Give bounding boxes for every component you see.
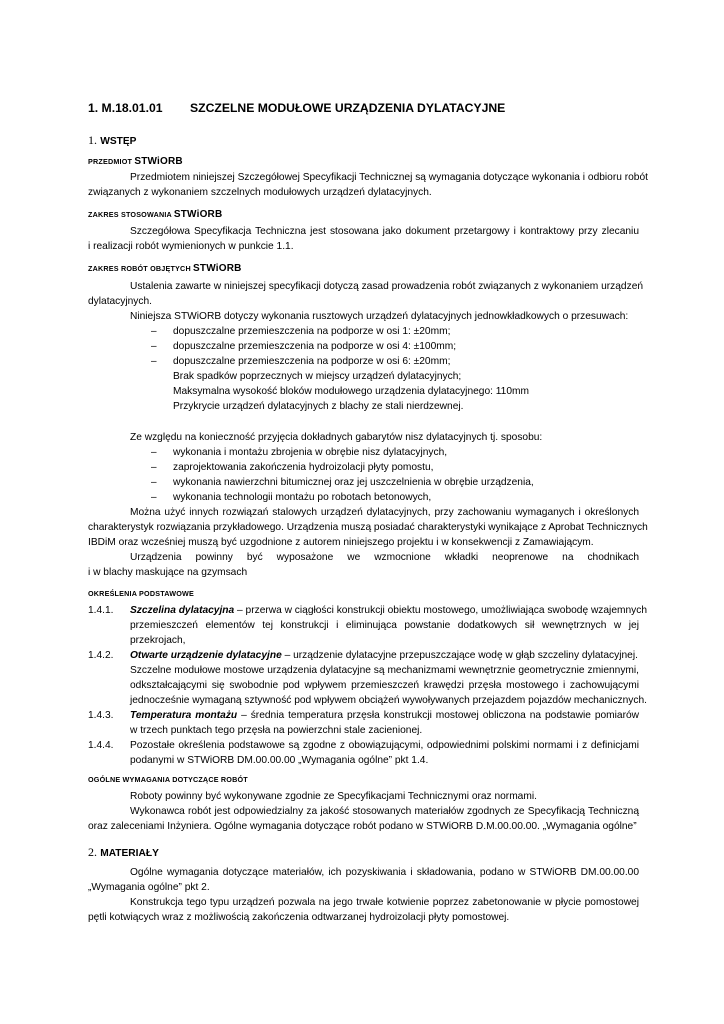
- list-note: Brak spadków poprzecznych w miejscy urządzeń dylatacyjnych;: [173, 371, 462, 382]
- paragraph-line: Roboty powinny być wykonywane zgodnie ze Specyfikacjami Technicznymi oraz normami.: [130, 791, 537, 802]
- subsection-1-3-heading: ZAKRES ROBÓT OBJĘTYCH STWiORB: [88, 263, 242, 274]
- list-item: dopuszczalne przemieszczenia na podporze w osi 1: ±20mm;: [173, 326, 451, 337]
- definition-line: przekrojach,: [130, 635, 186, 646]
- paragraph-line: IBDiM oraz wcześniej muszą być uzgodnione z autorem niniejszego projektu i w konsekwencji z Zamawiającym.: [88, 537, 594, 548]
- paragraph-line: związanych z wykonaniem szczelnych modułowych urządzeń dylatacyjnych.: [88, 187, 432, 198]
- list-item: wykonania nawierzchni bitumicznej oraz jej uszczelnienia w obrębie urządzenia,: [173, 477, 534, 488]
- doc-title: SZCZELNE MODUŁOWE URZĄDZENIA DYLATACYJNE: [190, 101, 506, 115]
- list-item: dopuszczalne przemieszczenia na podporze w osi 4: ±100mm;: [173, 341, 457, 352]
- subsection-1-4-heading: OKREŚLENIA PODSTAWOWE: [88, 589, 195, 598]
- paragraph-line: i w blachy maskujące na gzymsach: [88, 567, 248, 578]
- list-dash: –: [151, 477, 157, 488]
- definition-line: Otwarte urządzenie dylatacyjne – urządzenie dylatacyjne przepuszczające wodę w głąb szczeliny dylatacyjnej.: [130, 650, 638, 661]
- paragraph-line: dylatacyjnych.: [88, 296, 152, 307]
- definition-line: jednocześnie wymaganą sztywność pod wpływem obciążeń wywoływanych przejazdem pojazdów mechanicznych.: [130, 695, 647, 706]
- definition-line: Pozostałe określenia podstawowe są zgodne z obowiązującymi, odpowiednimi polskimi normami i z definicjami: [130, 740, 639, 751]
- list-dash: –: [151, 447, 157, 458]
- paragraph-line: Ustalenia zawarte w niniejszej specyfikacji dotyczą zasad prowadzenia robót związanych z wykonaniem urządzeń: [130, 281, 644, 292]
- definition-line: podanymi w STWiORB DM.00.00.00 „Wymagania ogólne” pkt 1.4.: [130, 755, 429, 766]
- paragraph-line: Można użyć innych rozwiązań stalowych urządzeń dylatacyjnych, przy zachowaniu wymaganych i określonych: [130, 507, 639, 518]
- definition-line: Szczelina dylatacyjna – przerwa w ciągłości konstrukcji obiektu mostowego, umożliwiająca swobodę wzajemnych: [130, 605, 647, 616]
- definition-number: 1.4.1.: [88, 605, 114, 616]
- definition-line: odkształcającymi się swobodnie pod wpływem przemieszczeń krawędzi przęsła mostowego i zachowującymi: [130, 680, 639, 691]
- paragraph-line: i realizacji robót wymienionych w punkcie 1.1.: [88, 241, 294, 252]
- list-note: Maksymalna wysokość bloków modułowego urządzenia dylatacyjnego: 110mm: [173, 386, 529, 397]
- list-dash: –: [151, 341, 157, 352]
- definition-line: przemieszczeń elementów tej konstrukcji i eliminująca powstanie dodatkowych sił wewnętrznych w jej: [130, 620, 639, 631]
- paragraph-line: Konstrukcja tego typu urządzeń pozwala na jego trwałe kotwienie poprzez zabetonowanie w płycie pomostowej: [130, 897, 639, 908]
- list-item: wykonania i montażu zbrojenia w obrębie nisz dylatacyjnych,: [173, 447, 448, 458]
- section-2-heading: 2. MATERIAŁY: [88, 845, 159, 859]
- paragraph-line: pętli kotwiących wraz z możliwością zakończenia odtwarzanej hydroizolacji płyty pomostowej.: [88, 912, 510, 923]
- paragraph-line: Przedmiotem niniejszej Szczegółowej Specyfikacji Technicznej są wymagania dotyczące wykonania i odbioru robót: [130, 172, 648, 183]
- list-item: dopuszczalne przemieszczenia na podporze w osi 6: ±20mm;: [173, 356, 451, 367]
- definition-line: w trzech punktach tego przęsła na powierzchni stale zacienionej.: [130, 725, 423, 736]
- definition-number: 1.4.4.: [88, 740, 114, 751]
- paragraph-line: Szczegółowa Specyfikacja Techniczna jest stosowana jako dokument przetargowy i kontraktowy przy zlecaniu: [130, 226, 639, 237]
- paragraph-line: Urządzenia powinny być wyposażone we wzmocnione wkładki neoprenowe na chodnikach: [130, 552, 639, 563]
- paragraph-line: Ogólne wymagania dotyczące materiałów, ich pozyskiwania i składowania, podano w STWiORB DM.00.00.00: [130, 867, 639, 878]
- paragraph-line: charakterystyk rozwiązania przykładowego. Urządzenia muszą posiadać charakterystyki wynikające z Aprobat Technicznych: [88, 522, 648, 533]
- definition-term: Otwarte urządzenie dylatacyjne: [130, 650, 282, 661]
- definition-number: 1.4.3.: [88, 710, 114, 721]
- definition-line: Temperatura montażu – średnia temperatura przęsła konstrukcji mostowej obliczona na podstawie pomiarów: [130, 710, 639, 721]
- subsection-1-5-heading: OGÓLNE WYMAGANIA DOTYCZĄCE ROBÓT: [88, 775, 248, 784]
- definition-term: Temperatura montażu: [130, 710, 238, 721]
- list-dash: –: [151, 492, 157, 503]
- list-item: zaprojektowania zakończenia hydroizolacji płyty pomostu,: [173, 462, 434, 473]
- definition-number: 1.4.2.: [88, 650, 114, 661]
- list-note: Przykrycie urządzeń dylatacyjnych z blachy ze stali nierdzewnej.: [173, 401, 464, 412]
- paragraph-line: Wykonawca robót jest odpowiedzialny za jakość stosowanych materiałów zgodnych ze Specyfikacją Techniczną: [130, 806, 639, 817]
- list-dash: –: [151, 326, 157, 337]
- subsection-1-1-heading: PRZEDMIOT STWiORB: [88, 156, 183, 167]
- paragraph-line: Niniejsza STWiORB dotyczy wykonania rusztowych urządzeń dylatacyjnych jednowkładkowych o przesuwach:: [130, 311, 629, 322]
- paragraph-line: „Wymagania ogólne” pkt 2.: [88, 882, 210, 893]
- subsection-1-2-heading: ZAKRES STOSOWANIA STWiORB: [88, 209, 223, 220]
- list-item: wykonania technologii montażu po robotach betonowych,: [173, 492, 432, 503]
- list-dash: –: [151, 356, 157, 367]
- paragraph-line: Ze względu na konieczność przyjęcia dokładnych gabarytów nisz dylatacyjnych tj. sposobu:: [130, 432, 543, 443]
- definition-term: Szczelina dylatacyjna: [130, 605, 235, 616]
- paragraph-line: oraz zaleceniami Inżyniera. Ogólne wymagania dotyczące robót podano w STWiORB D.M.00.00.00. „Wymagania ogólne”: [88, 821, 637, 832]
- doc-number: 1. M.18.01.01: [88, 101, 163, 115]
- definition-line: Szczelne modułowe mostowe urządzenia dylatacyjne są mechanizmami wewnętrznie geometrycznie zmiennymi,: [130, 665, 639, 676]
- section-1-heading: 1. WSTĘP: [88, 133, 137, 147]
- list-dash: –: [151, 462, 157, 473]
